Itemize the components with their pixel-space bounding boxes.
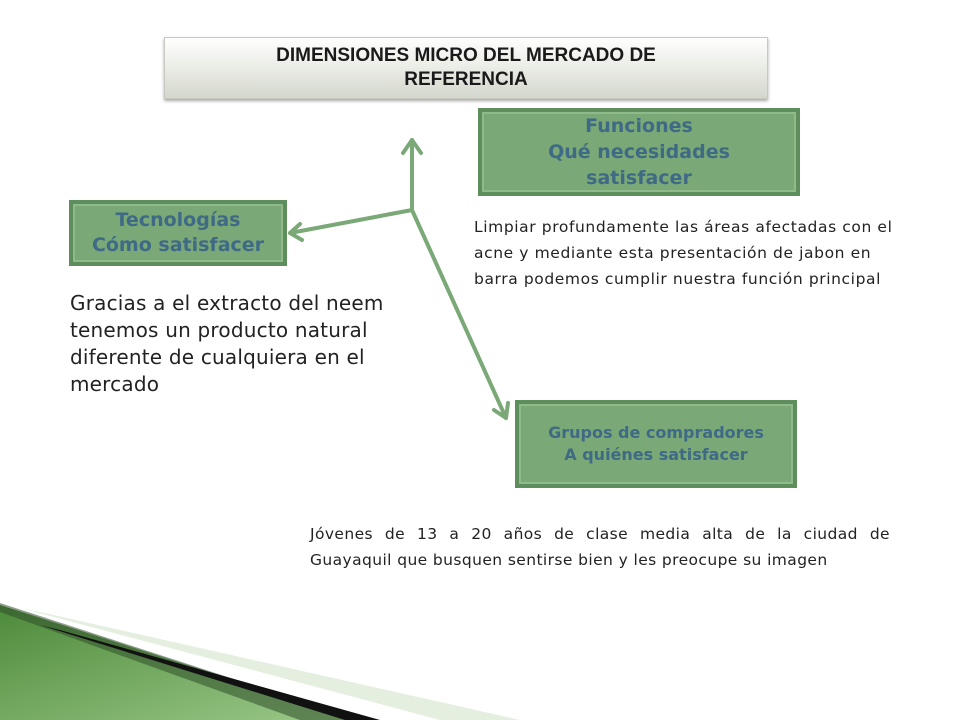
funciones-description: Limpiar profundamente las áreas afectadas con el acne y mediante esta presentación de jabon en barra podemos cumplir nuestra función principal [474, 218, 893, 288]
title-banner [164, 37, 768, 99]
grupos-heading-line2: A quiénes satisfacer [564, 445, 748, 464]
arrow-left [290, 210, 412, 233]
tecnologias-heading-line1: Tecnologías [115, 209, 241, 231]
tecnologias-description: Gracias a el extracto del neem tenemos un producto natural diferente de cualquiera en el mercado [70, 291, 384, 396]
funciones-heading-line1: Funciones [585, 115, 693, 137]
funciones-heading-line2: Qué necesidades [548, 141, 730, 163]
grupos-description: Jóvenes de 13 a 20 años de clase media alta de la ciudad de Guayaquil que busquen sentirse bien y les preocupe su imagen [310, 525, 890, 569]
grupos-heading-line1: Grupos de compradores [548, 423, 764, 442]
tecnologias-heading-line2: Cómo satisfacer [91, 234, 265, 256]
funciones-heading-line3: satisfacer [586, 167, 692, 189]
title-text: DIMENSIONES MICRO DEL MERCADO DE REFERENCIA [276, 45, 656, 90]
tecnologias-box [69, 200, 287, 266]
funciones-box [478, 108, 800, 196]
grupos-box [515, 400, 797, 488]
